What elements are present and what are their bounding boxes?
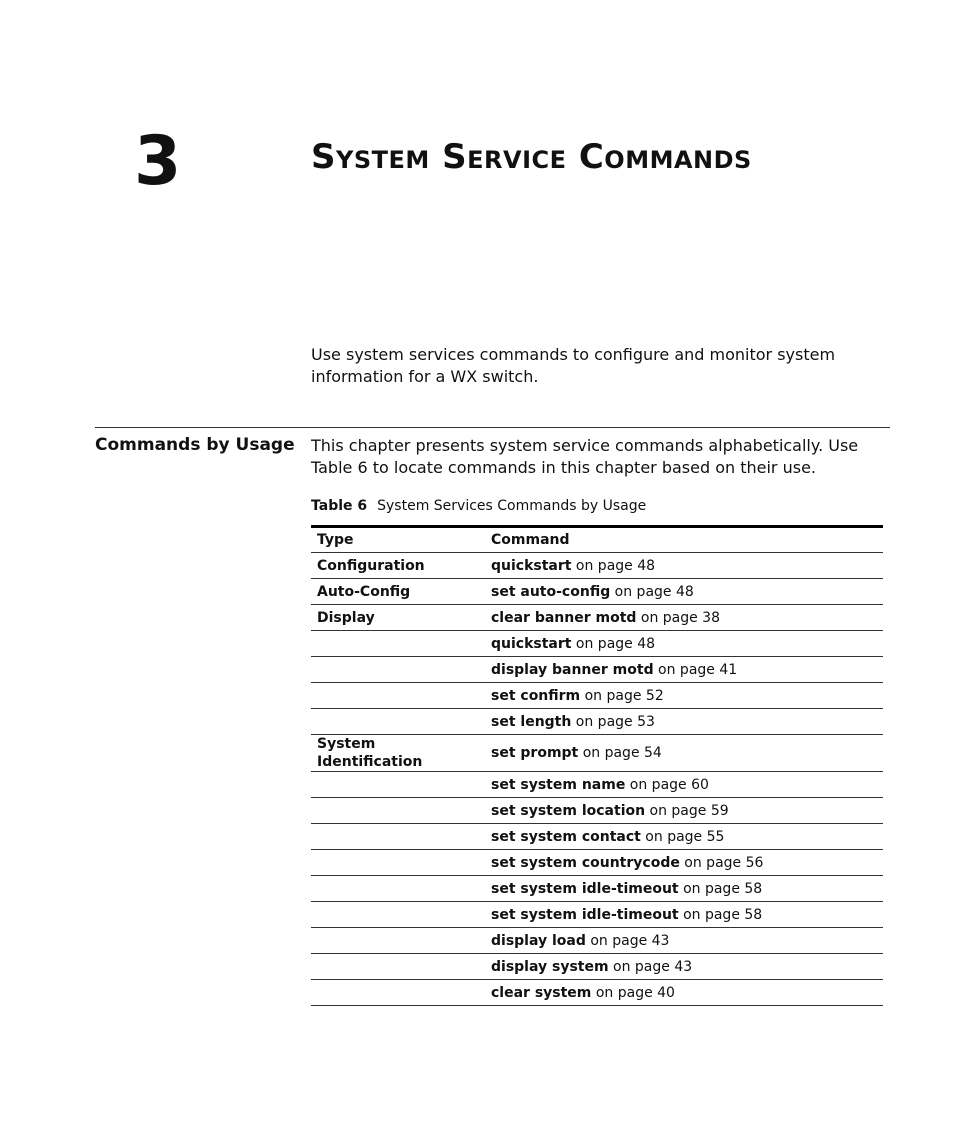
page-reference: on page 53	[571, 713, 655, 730]
row-command	[485, 954, 883, 980]
command-name: set system contact	[491, 828, 641, 845]
page-reference: on page 55	[640, 828, 725, 845]
command-name: set system idle-timeout	[491, 880, 679, 897]
row-type	[311, 850, 485, 876]
command-name: display load	[491, 932, 586, 949]
page-reference: on page 60	[625, 776, 709, 793]
page-reference: on page 48	[610, 583, 694, 600]
row-type	[311, 980, 485, 1006]
row-command	[485, 980, 883, 1006]
table-row	[311, 902, 883, 928]
page-reference: on page 48	[571, 557, 656, 574]
row-type	[311, 772, 485, 798]
command-name: display banner motd	[491, 661, 654, 678]
page-reference: on page 52	[580, 687, 664, 704]
chapter-number: 3	[134, 122, 182, 201]
section-heading: Commands by Usage	[95, 435, 295, 455]
page-reference: on page 38	[636, 609, 720, 626]
row-command	[485, 709, 883, 735]
table-row	[311, 798, 883, 824]
page-reference: on page 40	[591, 984, 675, 1001]
row-command	[485, 683, 883, 709]
command-name: set prompt	[491, 745, 579, 761]
row-type	[311, 631, 485, 657]
table-row	[311, 683, 883, 709]
command-name: quickstart	[491, 557, 572, 574]
table-caption-text: System Services Commands by Usage	[377, 498, 647, 514]
row-command	[485, 902, 883, 928]
table-row	[311, 850, 883, 876]
row-command	[485, 824, 883, 850]
row-command	[485, 772, 883, 798]
command-name: set system idle-timeout	[491, 906, 679, 923]
section-divider	[95, 427, 890, 428]
intro-paragraph: Use system services commands to configure and monitor system information for a WX switch.	[311, 345, 836, 386]
command-name: set auto-config	[491, 583, 611, 600]
table-caption-label: Table 6	[311, 498, 368, 514]
table-caption	[311, 496, 646, 516]
row-command	[485, 735, 883, 772]
page-reference: on page 58	[678, 906, 763, 923]
table-row	[311, 553, 883, 579]
command-name: quickstart	[491, 635, 572, 652]
row-type	[311, 954, 485, 980]
table-row	[311, 709, 883, 735]
row-command	[485, 798, 883, 824]
row-type: Display	[317, 609, 375, 626]
page-reference: on page 59	[645, 802, 729, 819]
section-paragraph: This chapter presents system service commands alphabetically. Use Table 6 to locate commands in this chapter based on their use.	[311, 436, 859, 477]
table-row	[311, 605, 883, 631]
header-command: Command	[491, 532, 570, 548]
row-command	[485, 579, 883, 605]
row-command	[485, 876, 883, 902]
table-row	[311, 735, 883, 772]
row-command	[485, 850, 883, 876]
command-name: clear banner motd	[491, 609, 637, 626]
command-name: set confirm	[491, 687, 581, 704]
row-type	[311, 902, 485, 928]
table-header-row	[311, 527, 883, 553]
command-name: set system location	[491, 802, 646, 819]
command-name: clear system	[491, 984, 592, 1001]
row-type	[311, 709, 485, 735]
table-body	[311, 553, 883, 1006]
row-type: System Identification	[317, 736, 423, 770]
table-row	[311, 631, 883, 657]
header-type: Type	[317, 532, 354, 548]
row-type	[311, 824, 485, 850]
row-type: Configuration	[317, 557, 425, 574]
table-row	[311, 876, 883, 902]
row-type	[311, 928, 485, 954]
table-row	[311, 579, 883, 605]
row-command	[485, 631, 883, 657]
page-reference: on page 58	[678, 880, 763, 897]
table-row	[311, 928, 883, 954]
command-name: set length	[491, 713, 572, 730]
row-command	[485, 928, 883, 954]
row-type	[311, 657, 485, 683]
command-name: display system	[491, 958, 609, 975]
page-reference: on page 41	[653, 661, 738, 678]
table-row	[311, 772, 883, 798]
row-type: Auto-Config	[317, 583, 411, 600]
row-command	[485, 657, 883, 683]
row-type	[311, 683, 485, 709]
page-reference: on page 43	[585, 932, 670, 949]
page-reference: on page 56	[679, 854, 764, 871]
page-reference: on page 43	[608, 958, 693, 975]
row-command	[485, 553, 883, 579]
page-reference: on page 54	[578, 745, 662, 761]
row-type	[311, 876, 485, 902]
chapter-title: System Service Commands	[311, 137, 752, 177]
table-row	[311, 980, 883, 1006]
page-reference: on page 48	[571, 635, 656, 652]
row-command	[485, 605, 883, 631]
row-type	[311, 798, 485, 824]
commands-table	[311, 525, 883, 1006]
command-name: set system countrycode	[491, 854, 680, 871]
table-row	[311, 657, 883, 683]
table-row	[311, 824, 883, 850]
command-name: set system name	[491, 776, 626, 793]
table-row	[311, 954, 883, 980]
